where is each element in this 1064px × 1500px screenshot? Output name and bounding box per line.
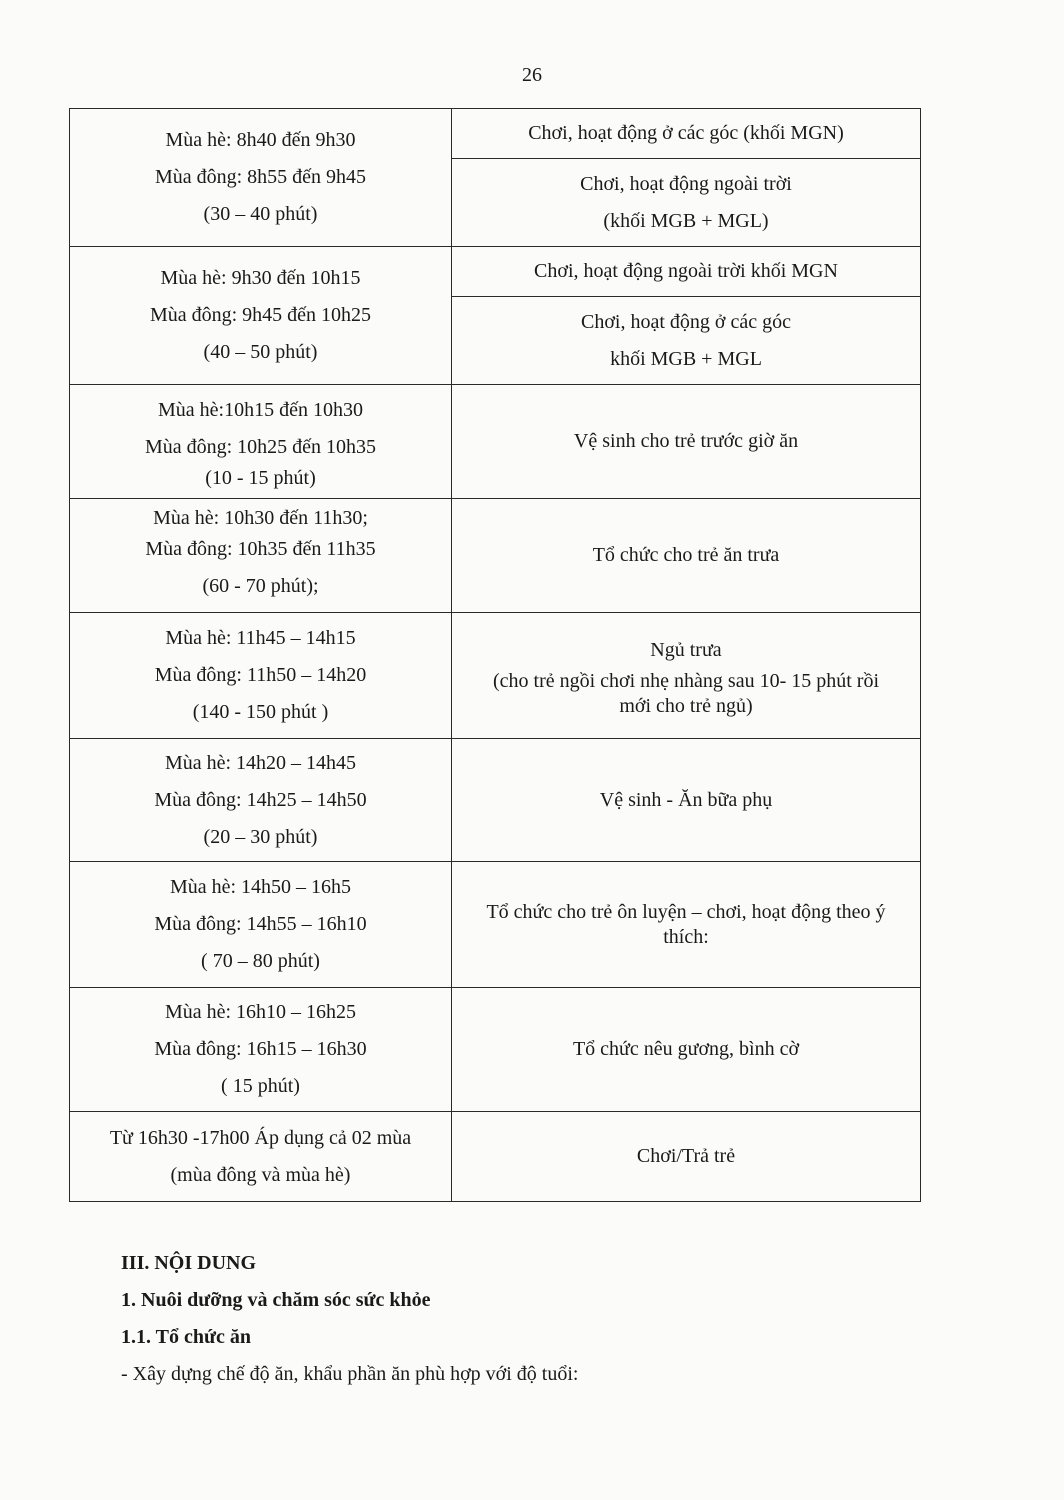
time-cell: Mùa hè: 14h50 – 16h5 Mùa đông: 14h55 – 16h10 ( 70 – 80 phút)	[70, 862, 452, 988]
schedule-table	[69, 108, 921, 1202]
table-row	[70, 109, 921, 159]
time-cell: Mùa hè: 8h40 đến 9h30 Mùa đông: 8h55 đến 9h45 (30 – 40 phút)	[70, 109, 452, 247]
time-cell: Từ 16h30 -17h00 Áp dụng cả 02 mùa (mùa đông và mùa hè)	[70, 1112, 452, 1202]
section-subheading: 1. Nuôi dưỡng và chăm sóc sức khỏe	[121, 1289, 431, 1311]
table-row	[70, 739, 921, 862]
activity-cell: Chơi/Trả trẻ	[452, 1112, 921, 1202]
section-paragraph: - Xây dựng chế độ ăn, khẩu phần ăn phù hợp với độ tuổi:	[121, 1363, 579, 1385]
table-row	[70, 499, 921, 613]
table-row	[70, 1112, 921, 1202]
activity-cell: Chơi, hoạt động ngoài trời (khối MGB + MGL)	[452, 159, 921, 247]
activity-cell: Tổ chức nêu gương, bình cờ	[452, 988, 921, 1112]
activity-cell: Chơi, hoạt động ngoài trời khối MGN	[452, 247, 921, 297]
activity-cell: Chơi, hoạt động ở các góc khối MGB + MGL	[452, 297, 921, 385]
table-row	[70, 385, 921, 499]
time-cell: Mùa hè: 10h30 đến 11h30; Mùa đông: 10h35 đến 11h35 (60 - 70 phút);	[70, 499, 452, 613]
table-row	[70, 247, 921, 297]
time-cell: Mùa hè:10h15 đến 10h30 Mùa đông: 10h25 đến 10h35 (10 - 15 phút)	[70, 385, 452, 499]
activity-cell: Vệ sinh cho trẻ trước giờ ăn	[452, 385, 921, 499]
activity-cell: Tổ chức cho trẻ ăn trưa	[452, 499, 921, 613]
page-number: 26	[522, 64, 542, 86]
section-content	[121, 1245, 578, 1393]
activity-cell: Ngủ trưa (cho trẻ ngồi chơi nhẹ nhàng sau 10- 15 phút rồi mới cho trẻ ngủ)	[452, 613, 921, 739]
activity-cell: Tổ chức cho trẻ ôn luyện – chơi, hoạt động theo ý thích:	[452, 862, 921, 988]
section-heading: III. NỘI DUNG	[121, 1252, 257, 1274]
activity-cell: Chơi, hoạt động ở các góc (khối MGN)	[452, 109, 921, 159]
table-row	[70, 862, 921, 988]
time-cell: Mùa hè: 16h10 – 16h25 Mùa đông: 16h15 – 16h30 ( 15 phút)	[70, 988, 452, 1112]
table-row	[70, 988, 921, 1112]
time-cell: Mùa hè: 9h30 đến 10h15 Mùa đông: 9h45 đến 10h25 (40 – 50 phút)	[70, 247, 452, 385]
table-row	[70, 613, 921, 739]
time-cell: Mùa hè: 11h45 – 14h15 Mùa đông: 11h50 – 14h20 (140 - 150 phút )	[70, 613, 452, 739]
activity-cell: Vệ sinh - Ăn bữa phụ	[452, 739, 921, 862]
section-subsubheading: 1.1. Tổ chức ăn	[121, 1326, 251, 1348]
time-cell: Mùa hè: 14h20 – 14h45 Mùa đông: 14h25 – 14h50 (20 – 30 phút)	[70, 739, 452, 862]
